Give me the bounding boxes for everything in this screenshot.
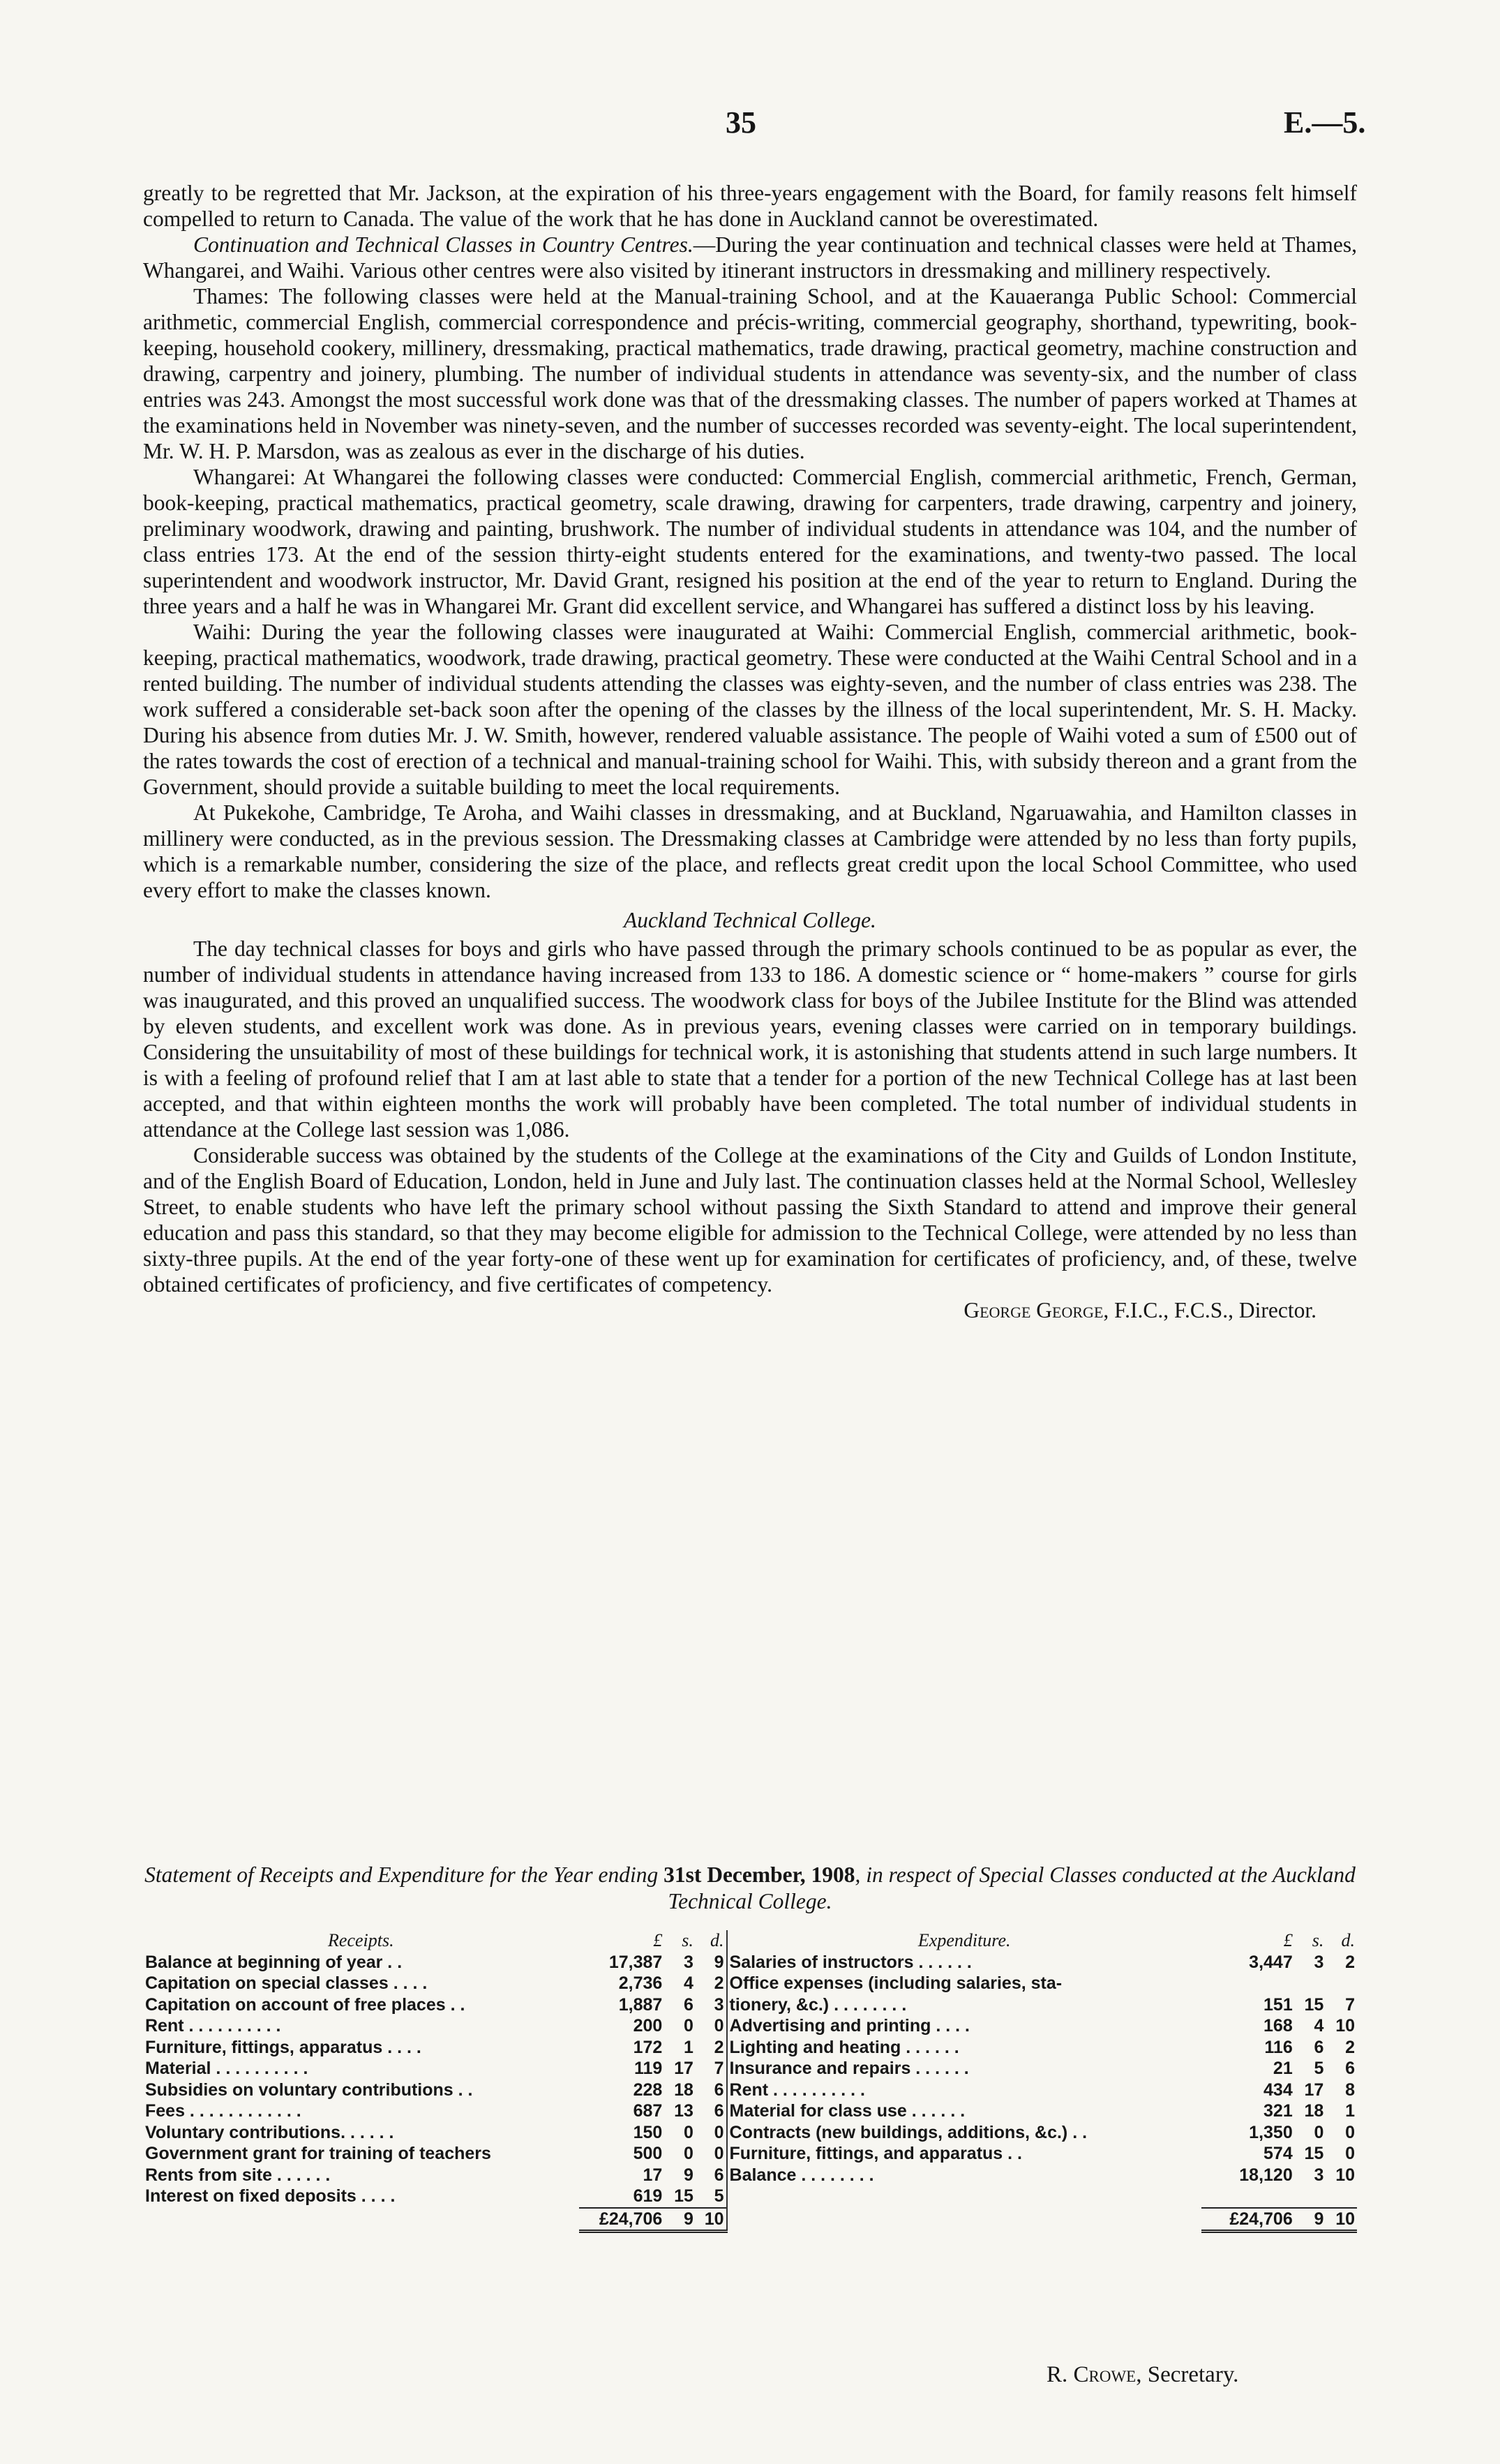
expenditure-label-text: Material for class use [729,2101,907,2121]
receipt-label [143,2100,579,2122]
receipt-leader-dots: . . [453,2080,473,2100]
expenditure-label [727,2165,1201,2186]
expenditure-label-text: Lighting and heating [729,2037,901,2057]
country-centres-text: —During the year continuation and technical classes were held at Thames, Whangarei, and Waihi. Various other centres were also visited by itinerant instructors in dressmaking and millinery respectively. [143,232,1358,283]
receipt-pounds: 17,387 [608,1952,663,1972]
receipt-label-text: Government grant for training of teachers [145,2144,491,2163]
receipt-pence: 7 [696,2058,727,2080]
statement-title-date: 31st December, 1908 [663,1862,855,1887]
director-title: , F.I.C., F.C.S., Director. [1103,1298,1317,1322]
expenditure-label-text: Furniture, fittings, and apparatus [729,2144,1003,2163]
expenditure-label [727,2015,1201,2037]
receipt-pounds: 2,736 [618,1973,663,1993]
expenditure-shillings: 5 [1314,2059,1324,2078]
expenditure-pounds: 21 [1273,2059,1293,2078]
expenditure-leader-dots: . . . . . . [910,2059,969,2078]
receipt-pounds: 1,887 [618,1994,663,2015]
receipt-label [143,2143,579,2165]
receipt-shillings: 17 [674,2059,693,2078]
table-row [143,1973,1357,1994]
secretary-name: R. Crowe [1047,2362,1137,2387]
expenditure-pence: 1 [1345,2101,1355,2121]
secretary-signature [1047,2362,1238,2388]
receipt-label-text: Rent [145,2016,184,2036]
expenditure-pence: 0 [1345,2144,1355,2163]
col-pounds: £ [653,1930,663,1950]
receipt-pounds: 619 [633,2186,663,2206]
receipt-label [143,1994,579,2016]
receipt-shillings: 4 [684,1973,693,1993]
receipt-pence: 0 [696,2122,727,2144]
table-row [143,2080,1357,2101]
expenditure-leader-dots: . . . . . . . . [787,2080,865,2100]
receipt-label-text: Material [145,2059,211,2078]
expenditure-shillings: 3 [1314,1952,1324,1972]
receipt-pounds: 150 [633,2122,663,2142]
receipt-pounds: 200 [633,2016,663,2036]
col-pence: d. [696,1930,727,1952]
receipt-label [143,1952,579,1973]
receipt-shillings: 13 [674,2101,693,2121]
receipt-label-text: Subsidies on voluntary contributions [145,2080,453,2100]
expenditure-pence: 7 [1345,1994,1355,2015]
receipts-heading: Receipts. [328,1930,394,1950]
expenditure-label-text: Advertising and printing [729,2016,931,2036]
country-centres-heading: Continuation and Technical Classes in Country Centres. [193,232,693,257]
total-receipts-pence: 10 [696,2208,727,2232]
expenditure-pence [1326,1973,1357,1994]
receipt-label [143,2058,579,2080]
totals-row [143,2208,1357,2232]
expenditure-label [727,2037,1201,2059]
expenditure-pounds: 3,447 [1249,1952,1293,1972]
statement-title-c: , in respect of Special Classes conducted at the Auckland Technical College. [668,1862,1356,1913]
receipt-leader-dots: . . . . [354,2122,394,2142]
expenditure-pence: 10 [1335,2016,1355,2036]
paragraph-country-centres [143,232,1357,283]
receipt-leader-dots: . . . . . . . . . . [183,2016,281,2036]
expenditure-leader-dots: . . . . . . [848,1994,907,2015]
expenditure-label [727,1994,1201,2016]
receipt-pence: 6 [696,2100,727,2122]
expenditure-pence [1326,2186,1357,2207]
total-receipts-shillings: 9 [664,2208,696,2232]
receipt-label [143,1973,579,1994]
receipt-pounds: 172 [633,2037,663,2057]
table-row [143,2186,1357,2207]
receipt-pounds: 228 [633,2080,663,2100]
receipt-label [143,2037,579,2059]
expenditure-pence: 0 [1345,2122,1355,2142]
col-shillings: s. [682,1930,693,1950]
receipt-leader-dots: . . [382,1952,403,1972]
expenditure-leader-dots: . . [1003,2144,1022,2163]
totals-spacer [727,2208,1201,2232]
receipt-label [143,2080,579,2101]
paragraph-millinery: At Pukekohe, Cambridge, Te Aroha, and Waihi classes in dressmaking, and at Buckland, Ngaruawahia, and Hamilton classes in millinery were conducted, as in the previous session. The Dressmaking classes at Cambridge were attended by no less than forty pupils, which is a remarkable number, considering the size of the place, and reflects great credit upon the local School Committee, who used every effort to make the classes known. [143,800,1357,902]
expenditure-leader-dots: . . . . . . [913,1952,972,1972]
expenditure-shillings: 15 [1304,2144,1324,2163]
page-number: 35 [726,105,756,140]
receipt-leader-dots: . . [445,1994,465,2015]
expenditure-label-text: Rent . . [729,2080,788,2100]
expenditure-label [727,1973,1201,1994]
paragraph-jackson: greatly to be regretted that Mr. Jackson, at the expiration of his three-years engagement with the Board, for family reasons felt himself compelled to return to Canada. The value of the work that he has done in Auckland cannot be overestimated. [143,181,1357,231]
receipt-pence: 9 [696,1952,727,1973]
expenditure-label-text: Balance [729,2165,797,2185]
expenditure-label [727,2186,1201,2207]
secretary-title: , Secretary. [1136,2362,1239,2387]
receipt-leader-dots: . . . . . . [271,2165,331,2185]
receipt-label-text: Furniture, fittings, apparatus [145,2037,383,2057]
receipt-leader-dots: . . . . [382,2037,421,2057]
table-row [143,2143,1357,2165]
receipt-pence: 0 [696,2143,727,2165]
receipt-label-text: Capitation on account of free places [145,1994,446,2015]
expenditure-label-text: Salaries of instructors [729,1952,914,1972]
expenditure-shillings: 18 [1304,2101,1324,2121]
receipt-label-text: Balance at beginning of year [145,1952,383,1972]
table-row [143,1994,1357,2016]
director-signature [143,1297,1317,1323]
statement-title [143,1862,1357,1915]
receipt-label [143,2165,579,2186]
table-row [143,2100,1357,2122]
expenditure-shillings: 17 [1304,2080,1324,2100]
expenditure-heading: Expenditure. [917,1930,1011,1950]
expenditure-label-text: Office expenses (including salaries, sta- [729,1973,1063,1993]
col-pence: d. [1341,1930,1355,1950]
expenditure-pounds: 116 [1264,2037,1293,2057]
receipt-shillings: 0 [684,2016,693,2036]
expenditure-shillings: 15 [1304,1994,1324,2015]
total-expenditure-pounds: £24,706 [1201,2208,1295,2232]
receipt-pounds: 500 [633,2144,663,2163]
receipt-pence: 2 [696,2037,727,2059]
receipt-label-text: Rents from site [145,2165,272,2185]
receipt-pence: 6 [696,2165,727,2186]
receipt-shillings: 1 [684,2037,693,2057]
expenditure-pounds: 151 [1263,1994,1293,2015]
paragraph-examinations: Considerable success was obtained by the students of the College at the examinations of the City and Guilds of London Institute, and of the English Board of Education, London, held in June and July last. The continuation classes held at the Normal School, Wellesley Street, to enable students who have left the primary school without passing the Sixth Standard to attend and improve their general education and pass this standard, so that they may become eligible for admission to the Technical College, were attended by no less than sixty-three pupils. At the end of the year forty-one of these went up for examination for certificates of proficiency, and, of these, twelve obtained certificates of proficiency, and five certificates of competency. [143,1143,1357,1297]
expenditure-leader-dots: . . . . . . . . [796,2165,874,2185]
table-row [143,1952,1357,1973]
receipt-leader-dots: . . . . . . . . . . [211,2059,308,2078]
totals-spacer [143,2208,579,2232]
statement-title-a: Statement of Receipts and Expenditure for the Year ending [144,1862,664,1887]
expenditure-label [727,2058,1201,2080]
expenditure-pence: 6 [1345,2059,1355,2078]
expenditure-pence: 10 [1335,2165,1355,2185]
expenditure-pounds: 434 [1263,2080,1293,2100]
expenditure-leader-dots: . . . . . . [906,2101,966,2121]
expenditure-label [727,2143,1201,2165]
table-row [143,2037,1357,2059]
expenditure-pence: 8 [1345,2080,1355,2100]
expenditure-label [727,1952,1201,1973]
expenditure-label [727,2080,1201,2101]
director-name: George George [963,1298,1104,1322]
table-row [143,2015,1357,2037]
receipt-pounds: 17 [643,2165,663,2185]
receipt-leader-dots: . . . . [356,2186,396,2206]
receipt-label [143,2186,579,2207]
paragraph-waihi: Waihi: During the year the following classes were inaugurated at Waihi: Commercial English, commercial arithmetic, book-keeping, practical mathematics, woodwork, trade drawing, practical geometry. These were conducted at the Waihi Central School and in a rented building. The number of individual students attending the classes was eighty-seven, and the number of class entries was 238. The work suffered a considerable set-back soon after the opening of the classes by the illness of the local superintendent, Mr. S. H. Macky. During his absence from duties Mr. J. W. Smith, however, rendered valuable assistance. The people of Waihi voted a sum of £500 out of the rates towards the cost of erection of a technical and manual-training school for Waihi. This, with subsidy thereon and a grant from the Government, should provide a suitable building to meet the local requirements. [143,620,1357,799]
receipt-label [143,2015,579,2037]
receipt-shillings: 0 [684,2144,693,2163]
receipt-pence: 3 [696,1994,727,2016]
receipt-pence: 0 [696,2015,727,2037]
receipt-shillings: 6 [684,1994,693,2015]
expenditure-pounds [1201,2186,1295,2207]
expenditure-shillings: 4 [1314,2016,1324,2036]
expenditure-pounds: 18,120 [1239,2165,1293,2185]
expenditure-shillings: 0 [1314,2122,1324,2142]
receipt-shillings: 9 [684,2165,693,2185]
receipt-pounds: 687 [633,2101,663,2121]
paragraph-college: The day technical classes for boys and girls who have passed through the primary schools continued to be as popular as ever, the number of individual students in attendance having increased from 133 to 186. A domestic science or “ home-makers ” course for girls was inaugurated, and this proved an unqualified success. The woodwork class for boys of the Jubilee Institute for the Blind was attended by eleven students, and excellent work was done. As in previous years, evening classes were carried on in temporary buildings. Considering the unsuitability of most of these buildings for technical work, it is astonishing that students attend in such large numbers. It is with a feeling of profound relief that I am at last able to state that a tender for a portion of the new Technical College has at last been accepted, and that within eighteen months the work will probably have been completed. The total number of individual students in attendance at the College last session was 1,086. [143,936,1357,1142]
expenditure-pounds: 574 [1263,2144,1293,2163]
receipt-label [143,2122,579,2144]
receipt-shillings: 18 [674,2080,693,2100]
section-title: Auckland Technical College. [624,908,876,932]
document-reference: E.—5. [1284,105,1366,140]
expenditure-shillings: 3 [1314,2165,1324,2185]
receipt-label-text: Capitation on special classes [145,1973,389,1993]
expenditure-leader-dots: . . . . [931,2016,970,2036]
expenditure-shillings: 6 [1314,2037,1324,2057]
expenditure-label-text: tionery, &c.) . . [729,1994,848,2015]
receipt-label-text: Fees [145,2101,185,2121]
expenditure-pence: 2 [1345,2037,1355,2057]
receipt-shillings: 15 [674,2186,693,2206]
receipt-leader-dots: . . . . [388,1973,428,1993]
receipt-pence: 2 [696,1973,727,1994]
expenditure-pounds: 321 [1263,2101,1293,2121]
expenditure-label-text: Contracts (new buildings, additions, &c.) [729,2122,1068,2142]
expenditure-pence: 2 [1345,1952,1355,1972]
receipt-pence: 5 [696,2186,727,2207]
expenditure-pounds [1201,1973,1295,1994]
statement-table [143,1930,1357,2233]
paragraph-thames: Thames: The following classes were held at the Manual-training School, and at the Kauaeranga Public School: Commercial arithmetic, commercial English, commercial correspondence and précis-writing, commercial geography, shorthand, typewriting, book-keeping, household cookery, millinery, dressmaking, practical mathematics, trade drawing, practical geometry, machine construction and drawing, carpentry and joinery, plumbing. The number of individual students in attendance was seventy-six, and the number of class entries was 243. Amongst the most successful work done was that of the dressmaking classes. The number of papers worked at Thames at the examinations held in November was ninety-seven, and the number of successes recorded was seventy-eight. The local superintendent, Mr. W. H. P. Marsdon, was as zealous as ever in the discharge of his duties. [143,284,1357,463]
expenditure-leader-dots: . . [1067,2122,1088,2142]
receipt-shillings: 3 [684,1952,693,1972]
expenditure-label-text: Insurance and repairs [729,2059,911,2078]
total-receipts-pounds: £24,706 [579,2208,665,2232]
receipt-pounds: 119 [633,2059,663,2078]
table-header-row [143,1930,1357,1952]
receipt-pence: 6 [696,2080,727,2101]
expenditure-leader-dots: . . . . . . [901,2037,959,2057]
col-pounds: £ [1283,1930,1293,1950]
receipt-label-text: Interest on fixed deposits [145,2186,357,2206]
expenditure-pounds: 1,350 [1249,2122,1293,2142]
table-row [143,2122,1357,2144]
receipt-label-text: Voluntary contributions. . [145,2122,355,2142]
expenditure-label [727,2100,1201,2122]
expenditure-pounds: 168 [1263,2016,1293,2036]
receipt-leader-dots: . . . . . . . . . . . . [184,2101,301,2121]
expenditure-shillings [1295,1973,1326,1994]
body-text [143,180,1357,1323]
receipt-shillings: 0 [684,2122,693,2142]
expenditure-shillings [1295,2186,1326,2207]
paragraph-whangarei: Whangarei: At Whangarei the following classes were conducted: Commercial English, commercial arithmetic, French, German, book-keeping, practical mathematics, practical geometry, scale drawing, drawing for carpenters, trade drawing, carpentry and joinery, preliminary woodwork, drawing and painting, brushwork. The number of individual students in attendance was 104, and the number of class entries 173. At the end of the session thirty-eight students entered for the examinations, and twenty-two passed. The local superintendent and woodwork instructor, Mr. David Grant, resigned his position at the end of the year to return to England. During the three years and a half he was in Whangarei Mr. Grant did excellent service, and Whangarei has suffered a distinct loss by his leaving. [143,465,1357,618]
total-expenditure-shillings: 9 [1295,2208,1326,2232]
expenditure-label [727,2122,1201,2144]
table-row [143,2058,1357,2080]
col-shillings: s. [1312,1930,1324,1950]
total-expenditure-pence: 10 [1326,2208,1357,2232]
table-row [143,2165,1357,2186]
